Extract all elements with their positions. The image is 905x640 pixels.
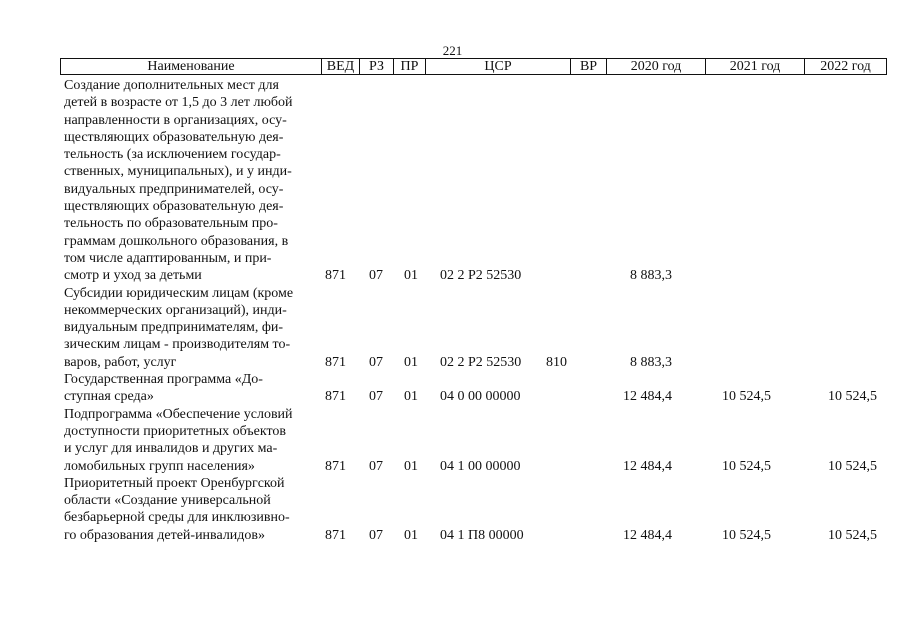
row-name-line: Создание дополнительных мест для [64, 78, 279, 93]
cell-ved: 871 [325, 458, 346, 474]
header-year-2022: 2022 год [820, 59, 871, 74]
table-header [60, 58, 887, 75]
header-ved: ВЕД [322, 59, 360, 74]
row-name [64, 475, 322, 544]
row-name [64, 77, 322, 285]
row-name-line: видуальным предпринимателям, фи- [64, 320, 284, 336]
row-name-line: ломобильных групп населения» [64, 458, 255, 474]
header-vr: ВР [571, 59, 607, 74]
cell-csr: 04 0 00 00000 [440, 389, 521, 405]
cell-2020: 12 484,4 [623, 458, 672, 474]
row-name-line: направленности в организациях, осу- [64, 112, 287, 128]
header-name: Наименование [61, 59, 322, 74]
row-name-line: граммам дошкольного образования, в [64, 233, 289, 249]
cell-csr: 02 2 P2 52530 [440, 354, 522, 370]
cell-ved: 871 [325, 527, 346, 543]
cell-2020: 12 484,4 [623, 527, 672, 543]
row-name-line: Подпрограмма «Обеспечение условий [64, 406, 293, 422]
cell-ved: 871 [325, 354, 346, 370]
row-name-line: безбарьерной среды для инклюзивно- [64, 510, 290, 526]
row-name-line: смотр и уход за детьми [64, 268, 202, 284]
table-row [0, 77, 905, 285]
header-year-2021: 2021 год [706, 59, 805, 74]
cell-csr: 04 1 00 00000 [440, 458, 521, 474]
cell-pr: 01 [404, 527, 418, 543]
row-name [64, 371, 322, 406]
row-name-line: ществляющих образовательную дея- [64, 129, 284, 145]
cell-pr: 01 [404, 268, 418, 284]
cell-2020: 8 883,3 [630, 268, 672, 284]
row-name-line: го образования детей-инвалидов» [64, 527, 266, 543]
row-name-line: Государственная программа «До- [64, 372, 263, 388]
row-name [64, 285, 322, 371]
cell-2022: 10 524,5 [828, 527, 877, 543]
row-name-line: тельность по образовательным про- [64, 216, 278, 232]
cell-rz: 07 [369, 389, 383, 405]
table-row [0, 406, 905, 475]
header-pr: ПР [394, 59, 426, 74]
row-name-line: некоммерческих организаций), инди- [64, 302, 287, 318]
row-name-line: детей в возрасте от 1,5 до 3 лет любой [64, 95, 293, 111]
cell-2022: 10 524,5 [828, 458, 877, 474]
cell-pr: 01 [404, 354, 418, 370]
row-name-line: области «Создание универсальной [64, 493, 271, 509]
cell-rz: 07 [369, 354, 383, 370]
row-name-line: Приоритетный проект Оренбургской [64, 475, 285, 491]
table-row [0, 371, 905, 406]
table-body [0, 77, 905, 544]
cell-rz: 07 [369, 268, 383, 284]
header-csr: ЦСР [426, 59, 571, 74]
cell-csr: 02 2 P2 52530 [440, 268, 522, 284]
cell-2021: 10 524,5 [722, 458, 771, 474]
row-name-line: доступности приоритетных объектов [64, 423, 286, 439]
row-name-line: ществляющих образовательную дея- [64, 199, 284, 215]
cell-2020: 12 484,4 [623, 389, 672, 405]
cell-pr: 01 [404, 458, 418, 474]
row-name-line: Субсидии юридическим лицам (кроме [64, 285, 294, 301]
cell-vr: 810 [546, 354, 567, 370]
cell-2020: 8 883,3 [630, 354, 672, 370]
row-name-line: видуальных предпринимателей, осу- [64, 181, 284, 197]
row-name-line: том числе адаптированным, и при- [64, 250, 272, 266]
cell-pr: 01 [404, 389, 418, 405]
page-number: 221 [442, 43, 463, 58]
cell-rz: 07 [369, 527, 383, 543]
row-name-line: тельность (за исключением государ- [64, 147, 281, 163]
cell-ved: 871 [325, 268, 346, 284]
row-name-line: зическим лицам - производителям то- [64, 337, 291, 353]
row-name-line: варов, работ, услуг [64, 354, 177, 370]
header-rz: РЗ [360, 59, 394, 74]
cell-rz: 07 [369, 458, 383, 474]
table-row [0, 475, 905, 544]
cell-2021: 10 524,5 [722, 389, 771, 405]
cell-csr: 04 1 П8 00000 [440, 527, 524, 543]
row-name-line: и услуг для инвалидов и других ма- [64, 441, 278, 457]
header-year-2020: 2020 год [607, 59, 706, 74]
cell-ved: 871 [325, 389, 346, 405]
row-name [64, 406, 322, 475]
table-row [0, 285, 905, 371]
row-name-line: ступная среда» [64, 389, 154, 405]
cell-2022: 10 524,5 [828, 389, 877, 405]
row-name-line: ственных, муниципальных), и у инди- [64, 164, 292, 180]
cell-2021: 10 524,5 [722, 527, 771, 543]
